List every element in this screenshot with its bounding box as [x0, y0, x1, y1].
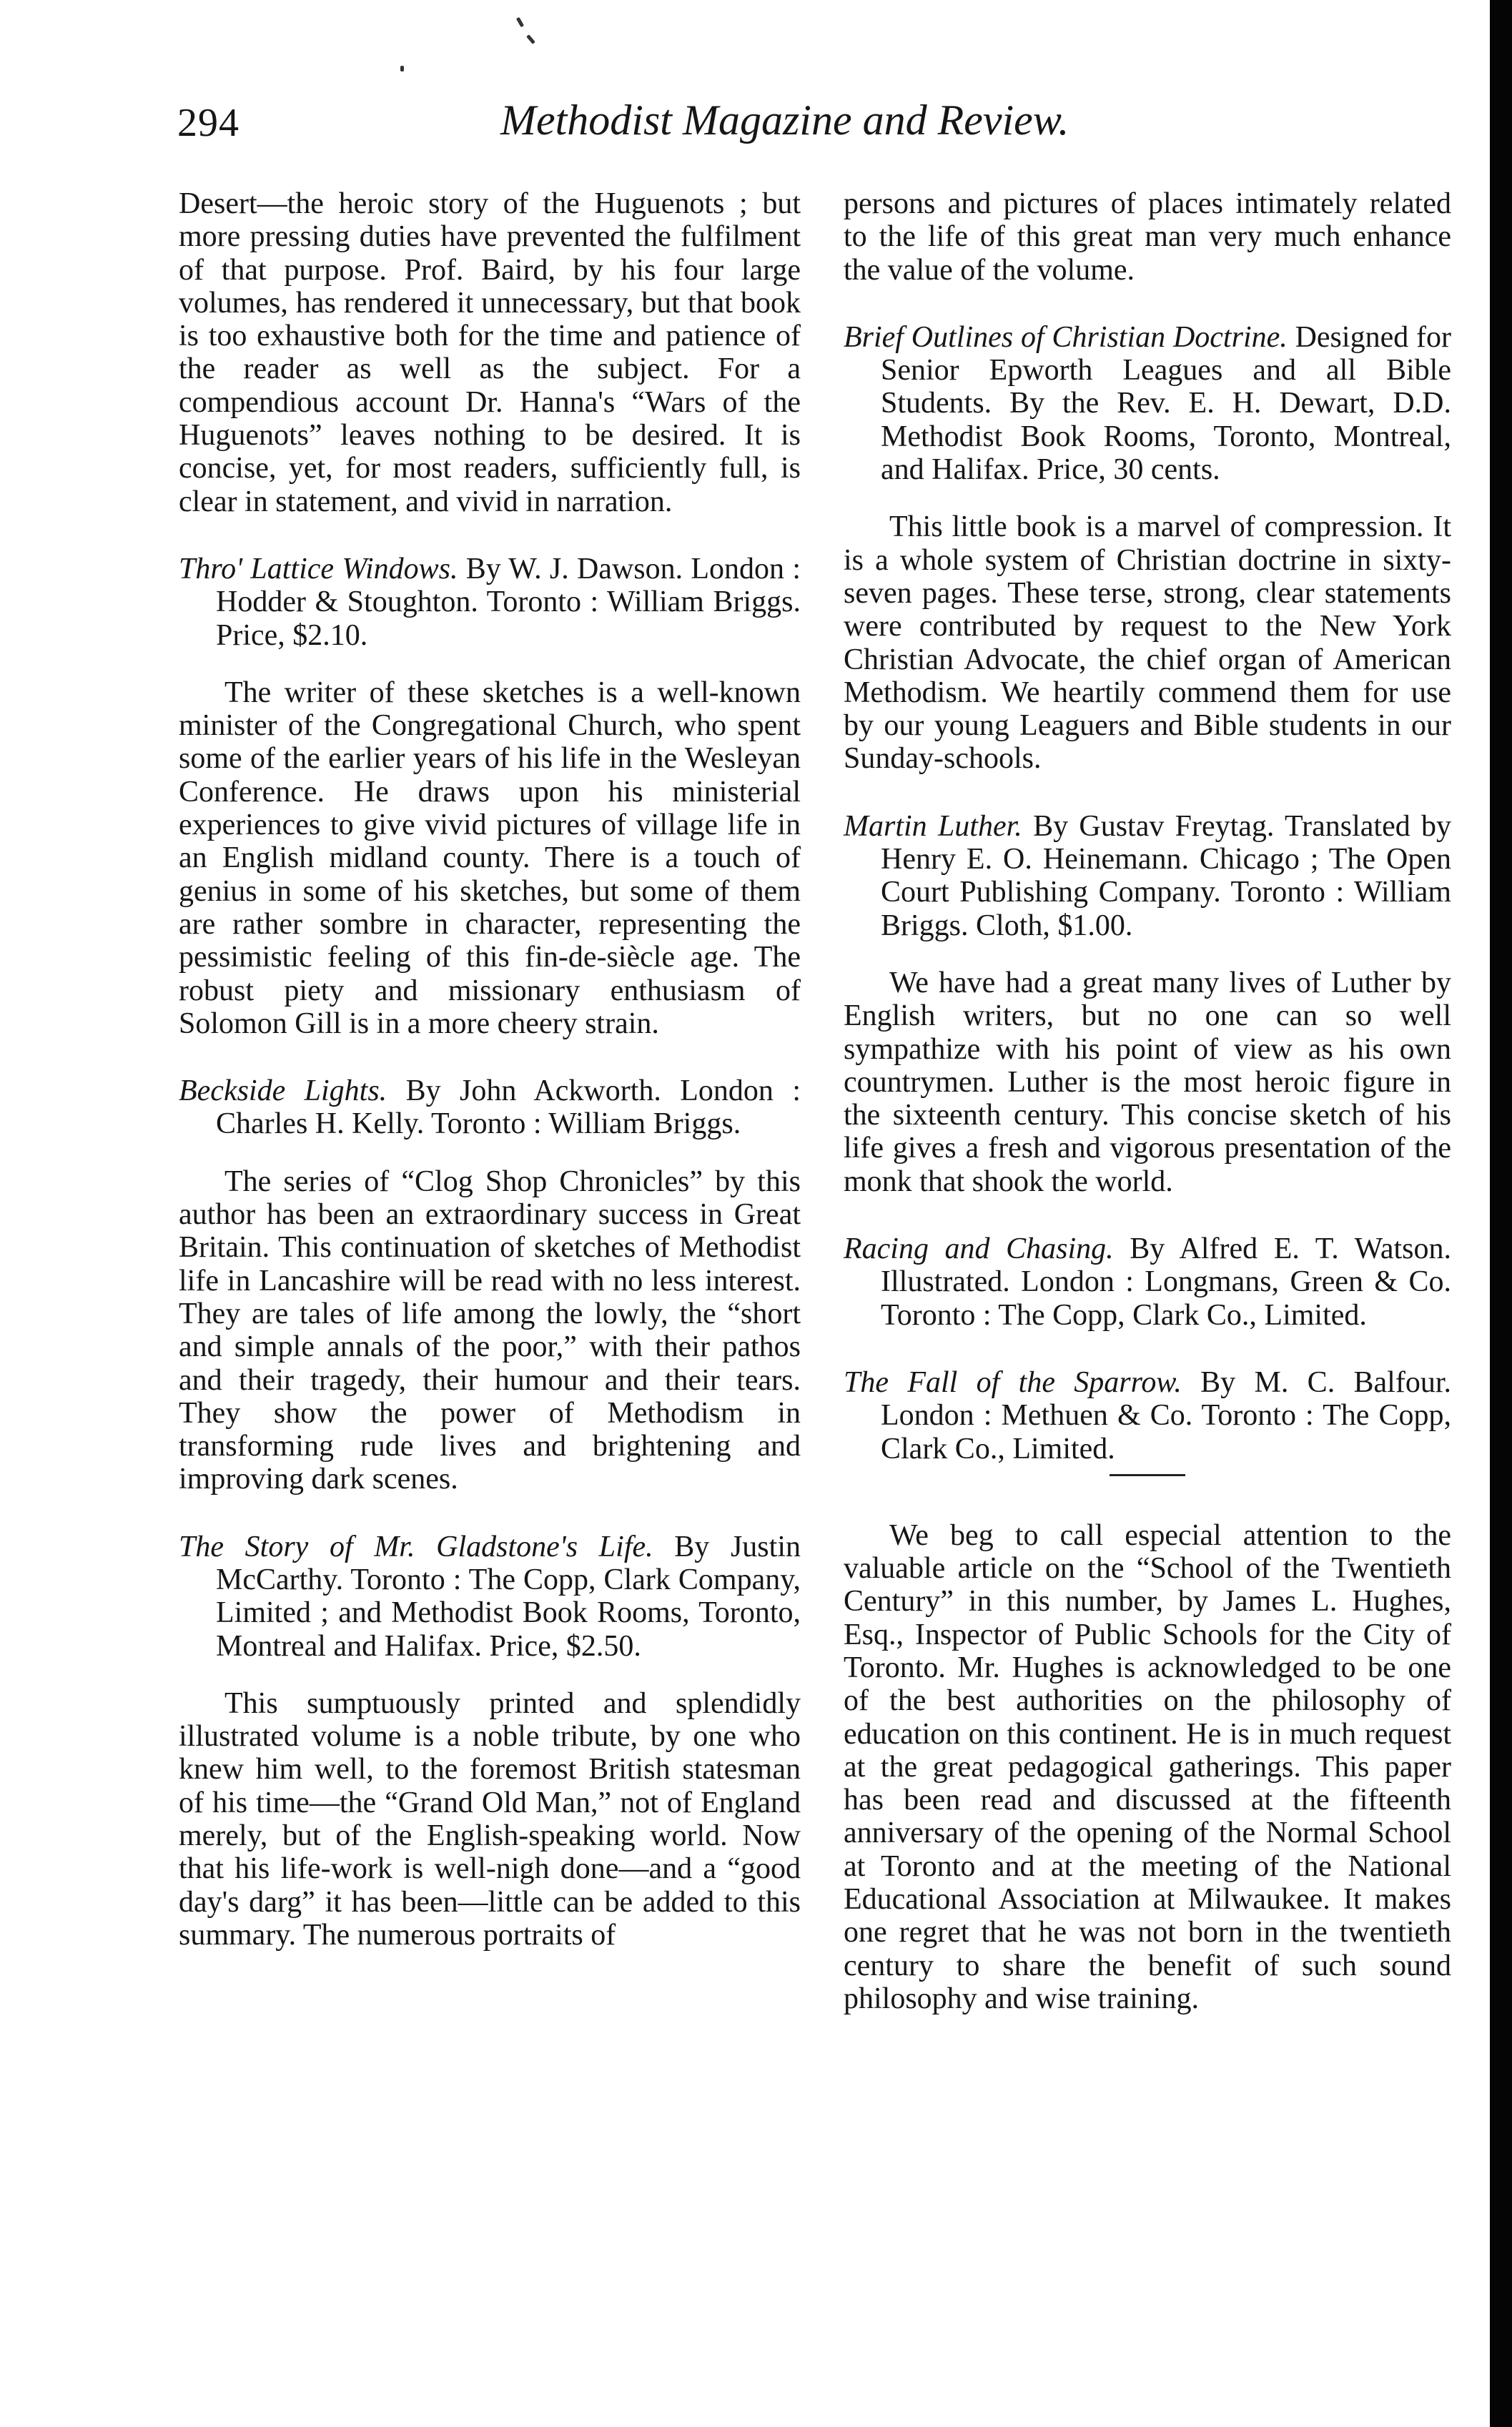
book-details: By Alfred E. T. Watson. Illustrated. London : Longmans, Green & Co. Toronto : The Copp, Clark Co., Limited. [881, 1232, 1452, 1332]
spacer [179, 1141, 801, 1165]
spacer [844, 776, 1451, 810]
section-rule [1110, 1474, 1185, 1476]
book-title: Martin Luther. [844, 809, 1022, 843]
review-paragraph: The writer of these sketches is a well-known minister of the Congregational Church, who spent some of the earlier years of his life in the Wesleyan Conference. He draws upon his ministerial experiences to give vivid pictures of village life in an English midland county. There is a touch of genius in some of his sketches, but some of them are rather sombre in character, representing the pessimistic feeling of this fin-de-siècle age. The robust piety and missionary enthusiasm of Solomon Gill is in a more cheery strain. [179, 676, 801, 1040]
scan-speck [526, 34, 535, 44]
spacer [844, 287, 1451, 321]
book-details: By Gustav Freytag. Translated by Henry E. O. Heinemann. Chicago ; The Open Court Publishing Company. Toronto : William Briggs. Cloth, $1.00. [881, 809, 1452, 942]
page-number: 294 [177, 101, 239, 145]
spacer [844, 942, 1451, 967]
book-title: Brief Outlines of Christian Doctrine. [844, 320, 1288, 354]
spacer [179, 1040, 801, 1074]
running-title: Methodist Magazine and Review. [500, 97, 1069, 144]
spacer [844, 486, 1451, 510]
review-paragraph: We have had a great many lives of Luther by English writers, but no one can so well sympathize with his point of view as his own countrymen. Luther is the most heroic figure in the sixteenth century. This concise sketch of his life gives a fresh and vigorous presentation of the monk that shook the world. [844, 966, 1451, 1198]
review-paragraph: Desert—the heroic story of the Huguenots ; but more pressing duties have prevented the fulfilment of that purpose. Prof. Baird, by his four large volumes, has rendered it unnecessary, but that book is too exhaustive both for the time and patience of the reader as well as the subject. For a compendious account Dr. Hanna's “Wars of the Huguenots” leaves nothing to be desired. It is concise, yet, for most readers, sufficiently full, is clear in statement, and vivid in narration. [179, 187, 801, 518]
review-paragraph: persons and pictures of places intimately related to the life of this great man very much enhance the value of the volume. [844, 187, 1451, 287]
book-entry [844, 1232, 1451, 1332]
scan-border [1490, 0, 1512, 2427]
spacer [179, 1663, 801, 1687]
spacer [179, 518, 801, 553]
book-title: The Fall of the Sparrow. [844, 1365, 1182, 1399]
book-title: Beckside Lights. [179, 1074, 387, 1108]
book-entry [844, 321, 1451, 486]
scan-speck [400, 66, 404, 71]
book-entry [179, 1531, 801, 1663]
book-entry [844, 810, 1451, 942]
spacer [844, 1332, 1451, 1366]
book-title: The Story of Mr. Gladstone's Life. [179, 1530, 653, 1563]
spacer [179, 1496, 801, 1531]
book-title: Racing and Chasing. [844, 1232, 1114, 1266]
scan-speck [516, 17, 524, 28]
review-paragraph: The series of “Clog Shop Chronicles” by this author has been an extraordinary success in Great Britain. This continuation of sketches of Methodist life in Lancashire will be read with no less interest. They are tales of life among the lowly, the “short and simple annals of the poor,” with their pathos and their tragedy, their humour and their tears. They show the power of Methodism in transforming rude lives and brightening and improving dark scenes. [179, 1165, 801, 1496]
book-entry [844, 1366, 1451, 1465]
book-entry [179, 553, 801, 652]
spacer [844, 1198, 1451, 1232]
spacer [179, 652, 801, 676]
book-details: By John Ackworth. London : Charles H. Kelly. Toronto : William Briggs. [216, 1074, 801, 1141]
review-paragraph: This little book is a marvel of compression. It is a whole system of Christian doctrine in sixty-seven pages. These terse, strong, clear statements were contributed by request to the New York Christian Advocate, the chief organ of American Methodism. We heartily commend them for use by our young Leaguers and Bible students in our Sunday-schools. [844, 510, 1451, 776]
review-paragraph: We beg to call especial attention to the valuable article on the “School of the Twentieth Century” in this number, by James L. Hughes, Esq., Inspector of Public Schools for the City of Toronto. Mr. Hughes is acknowledged to be one of the best authorities on the philosophy of education on this continent. He is in much request at the great pedagogical gatherings. This paper has been read and discussed at the fifteenth anniversary of the opening of the Normal School at Toronto and at the meeting of the National Educational Association at Milwaukee. It makes one regret that he was not born in the twentieth century to share the benefit of such sound philosophy and wise training. [844, 1518, 1451, 2015]
book-entry [179, 1074, 801, 1141]
book-details: By Justin McCarthy. Toronto : The Copp, Clark Company, Limited ; and Methodist Book Rooms, Toronto, Montreal and Halifax. Price, $2.50. [216, 1530, 801, 1663]
right-column [844, 187, 1451, 2015]
left-column [179, 187, 801, 1952]
review-paragraph: This sumptuously printed and splendidly illustrated volume is a noble tribute, by one who knew him well, to the foremost British statesman of his time—the “Grand Old Man,” not of England merely, but of the English-speaking world. Now that his life-work is well-nigh done—and a “good day's darg” it has been—little can be added to this summary. The numerous portraits of [179, 1686, 801, 1952]
book-details: By M. C. Balfour. London : Methuen & Co. Toronto : The Copp, Clark Co., Limited. [881, 1365, 1451, 1465]
book-details: Designed for Senior Epworth Leagues and all Bible Students. By the Rev. E. H. Dewart, D.D. Methodist Book Rooms, Toronto, Montreal, and Halifax. Price, 30 cents. [881, 320, 1452, 487]
book-title: Thro' Lattice Windows. [179, 552, 458, 585]
book-details: By W. J. Dawson. London : Hodder & Stoughton. Toronto : William Briggs. Price, $2.10. [216, 552, 801, 652]
